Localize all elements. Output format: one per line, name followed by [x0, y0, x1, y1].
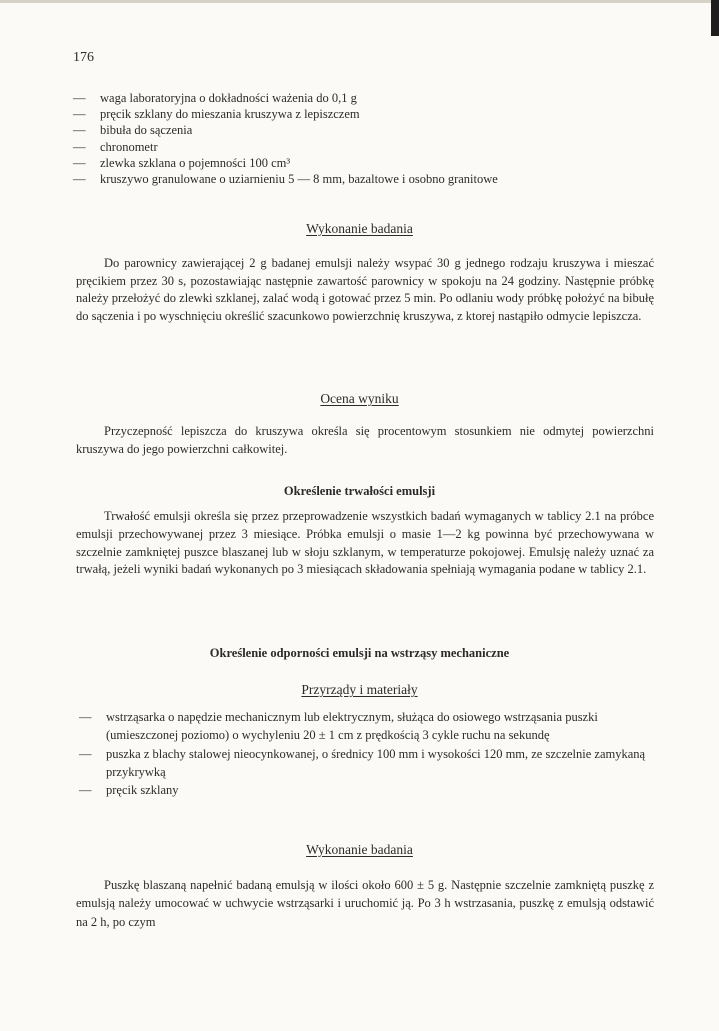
dash-marker: —: [73, 172, 86, 187]
scan-corner-mark: [711, 0, 719, 36]
dash-marker: —: [79, 783, 92, 798]
list-item: — pręcik szklany: [73, 781, 663, 799]
instruments-list: [73, 708, 663, 799]
section-heading-result: Ocena wyniku: [320, 391, 399, 406]
page-top-edge: [0, 0, 719, 3]
section-heading-durability: Określenie trwałości emulsji: [283, 484, 436, 498]
section-heading-shock-resistance: Określenie odporności emulsji na wstrząsy mechaniczne: [209, 646, 510, 660]
dash-marker: —: [73, 139, 86, 154]
procedure-paragraph: Do parownicy zawierającej 2 g badanej emulsji należy wsypać 30 g jednego rodzaju kruszywa i mieszać pręcikiem przez 30 s, pozostawiając następnie zawartość parownicy w spokoju na 24 godziny. Następnie próbkę należy przełożyć do zlewki szklanej, zalać wodą i gotować przez 5 min. Po odlaniu wody próbkę położyć na bibułę do sączenia i po wyschnięciu określić szacunkowo powierzchnię kruszywa, z ktorej nastąpiło odmycie lepiszcza.: [76, 256, 654, 323]
page-number: 176: [73, 50, 94, 65]
equipment-list: [73, 90, 663, 187]
section-heading-procedure-2: Wykonanie badania: [306, 842, 413, 857]
dash-marker: —: [79, 710, 92, 724]
list-item: — waga laboratoryjna o dokładności ważenia do 0,1 g: [73, 91, 357, 105]
list-item: — wstrząsarka o napędzie mechanicznym lub elektrycznym, służąca do osiowego wstrząsania puszki (umieszczonej poziomo) o wychyleniu 20 ± 1 cm z prędkością 3 cykle ruchu na sekundę: [79, 710, 598, 743]
list-item: — pręcik szklany do mieszania kruszywa z lepiszczem: [73, 107, 360, 122]
list-item: — chronometr: [73, 139, 158, 154]
result-paragraph: Przyczepność lepiszcza do kruszywa określa się procentowym stosunkiem nie odmytej powierzchni kruszywa do jego powierzchni całkowitej.: [76, 424, 654, 456]
dash-marker: —: [79, 746, 92, 761]
dash-marker: —: [73, 155, 86, 170]
dash-marker: —: [73, 107, 86, 122]
section-heading-procedure: Wykonanie badania: [306, 221, 413, 236]
list-item: — zlewka szklana o pojemności 100 cm³: [73, 155, 291, 170]
list-item: — kruszywo granulowane o uziarnieniu 5 — 8 mm, bazaltowe i osobno granitowe: [73, 172, 498, 187]
subheading-instruments: Przyrządy i materiały: [301, 682, 418, 697]
dash-marker: —: [73, 91, 86, 105]
list-item: — puszka z blachy stalowej nieocynkowanej, o średnicy 100 mm i wysokości 120 mm, ze szczelnie zamykaną przykrywką: [79, 746, 646, 779]
list-item: — bibuła do sączenia: [73, 123, 193, 138]
procedure-paragraph-2: Puszkę blaszaną napełnić badaną emulsją w ilości około 600 ± 5 g. Następnie szczelnie zamkniętą puszkę z emulsją należy umocować w uchwycie wstrząsarki i uruchomić ją. Po 3 h wstrzasania, puszkę z emulsją odstawić na 2 h, po czym: [76, 878, 654, 929]
dash-marker: —: [73, 123, 86, 138]
durability-paragraph: Trwałość emulsji określa się przez przeprowadzenie wszystkich badań wymaganych w tablicy 2.1 na próbce emulsji przechowywanej przez 3 miesiące. Próbka emulsji o masie 1—2 kg powinna być przechowywana w szczelnie zamkniętej puszce blaszanej lub w słoju szklanym, w temperaturze pokojowej. Emulsję należy uznać za trwałą, jeżeli wyniki badań wykonanych po 3 miesiącach składowania spełniają wymagania podane w tablicy 2.1.: [76, 509, 654, 577]
